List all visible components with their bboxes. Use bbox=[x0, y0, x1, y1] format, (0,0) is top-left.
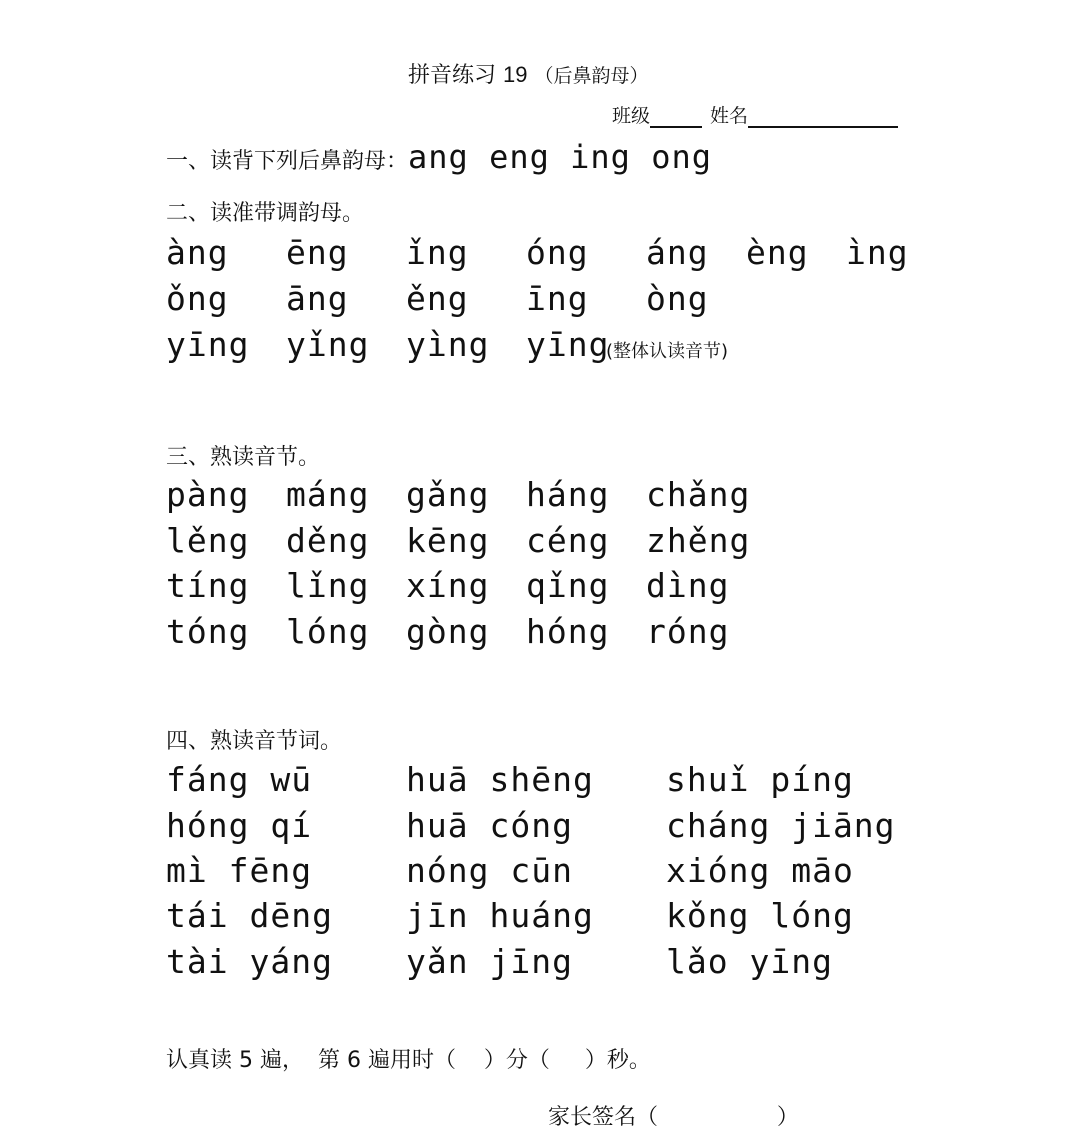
word: yǎn jīng bbox=[406, 942, 573, 981]
word: xióng māo bbox=[666, 851, 854, 890]
section-1 bbox=[166, 138, 712, 176]
word: huā shēng bbox=[406, 760, 594, 799]
syllable: kēng bbox=[406, 521, 490, 560]
title-subtitle: （后鼻韵母） bbox=[534, 65, 649, 87]
whole-syllable: yǐng bbox=[286, 325, 370, 364]
syllable: hóng bbox=[526, 612, 610, 651]
name-blank[interactable] bbox=[748, 108, 898, 128]
syllable: zhěng bbox=[646, 521, 751, 560]
tone-final: īng bbox=[526, 279, 589, 318]
word: kǒng lóng bbox=[666, 896, 854, 935]
class-field[interactable] bbox=[612, 101, 702, 128]
reading-time-instruction[interactable]: 认真读 5 遍， 第 6 遍用时（ ）分（ ）秒。 bbox=[166, 1048, 651, 1073]
section-3-heading: 三、熟读音节。 bbox=[166, 445, 321, 470]
tone-final: òng bbox=[646, 279, 709, 318]
syllable: lěng bbox=[166, 521, 250, 560]
syllable: lǐng bbox=[286, 566, 370, 605]
whole-syllable-note: (整体认读音节) bbox=[606, 341, 729, 362]
section-1-finals: ang eng ing ong bbox=[408, 138, 712, 176]
word: hóng qí bbox=[166, 806, 313, 845]
word: shuǐ píng bbox=[666, 760, 854, 799]
syllable: xíng bbox=[406, 566, 490, 605]
section-2-heading: 二、读准带调韵母。 bbox=[166, 201, 365, 226]
parent-signature-field[interactable]: 家长签名（ ） bbox=[548, 1105, 799, 1130]
tone-final: ìng bbox=[846, 233, 909, 272]
syllable: gòng bbox=[406, 612, 490, 651]
tone-final: óng bbox=[526, 233, 589, 272]
word: tái dēng bbox=[166, 896, 333, 935]
syllable: róng bbox=[646, 612, 730, 651]
name-field[interactable] bbox=[710, 101, 898, 128]
word: cháng jiāng bbox=[666, 806, 896, 845]
tone-final: àng bbox=[166, 233, 229, 272]
syllable: máng bbox=[286, 475, 370, 514]
syllable: chǎng bbox=[646, 475, 751, 514]
syllable: gǎng bbox=[406, 475, 490, 514]
syllable: lóng bbox=[286, 612, 370, 651]
syllable: céng bbox=[526, 521, 610, 560]
word: jīn huáng bbox=[406, 896, 594, 935]
syllable: qǐng bbox=[526, 566, 610, 605]
section-4-heading: 四、熟读音节词。 bbox=[166, 729, 343, 754]
word: huā cóng bbox=[406, 806, 573, 845]
syllable: tóng bbox=[166, 612, 250, 651]
syllable: tíng bbox=[166, 566, 250, 605]
syllable: děng bbox=[286, 521, 370, 560]
word: tài yáng bbox=[166, 942, 333, 981]
title-main: 拼音练习 bbox=[408, 63, 497, 88]
class-blank[interactable] bbox=[650, 108, 702, 128]
title-number: 19 bbox=[503, 62, 528, 87]
tone-final: èng bbox=[746, 233, 809, 272]
whole-syllable: yīng bbox=[166, 325, 250, 364]
tone-final: áng bbox=[646, 233, 709, 272]
tone-final: ěng bbox=[406, 279, 469, 318]
class-label: 班级 bbox=[612, 105, 651, 127]
whole-syllable: yìng bbox=[406, 325, 490, 364]
worksheet-title bbox=[408, 58, 649, 89]
word: nóng cūn bbox=[406, 851, 573, 890]
tone-final: ēng bbox=[286, 233, 349, 272]
syllable: dìng bbox=[646, 566, 730, 605]
whole-syllable: yīng bbox=[526, 325, 610, 364]
tone-final: āng bbox=[286, 279, 349, 318]
name-label: 姓名 bbox=[710, 105, 749, 127]
tone-final: ǐng bbox=[406, 233, 469, 272]
syllable: háng bbox=[526, 475, 610, 514]
word: fáng wū bbox=[166, 760, 313, 799]
section-1-heading: 一、读背下列后鼻韵母： bbox=[166, 149, 409, 174]
word: mì fēng bbox=[166, 851, 313, 890]
tone-final: ǒng bbox=[166, 279, 229, 318]
word: lǎo yīng bbox=[666, 942, 833, 981]
syllable: pàng bbox=[166, 475, 250, 514]
